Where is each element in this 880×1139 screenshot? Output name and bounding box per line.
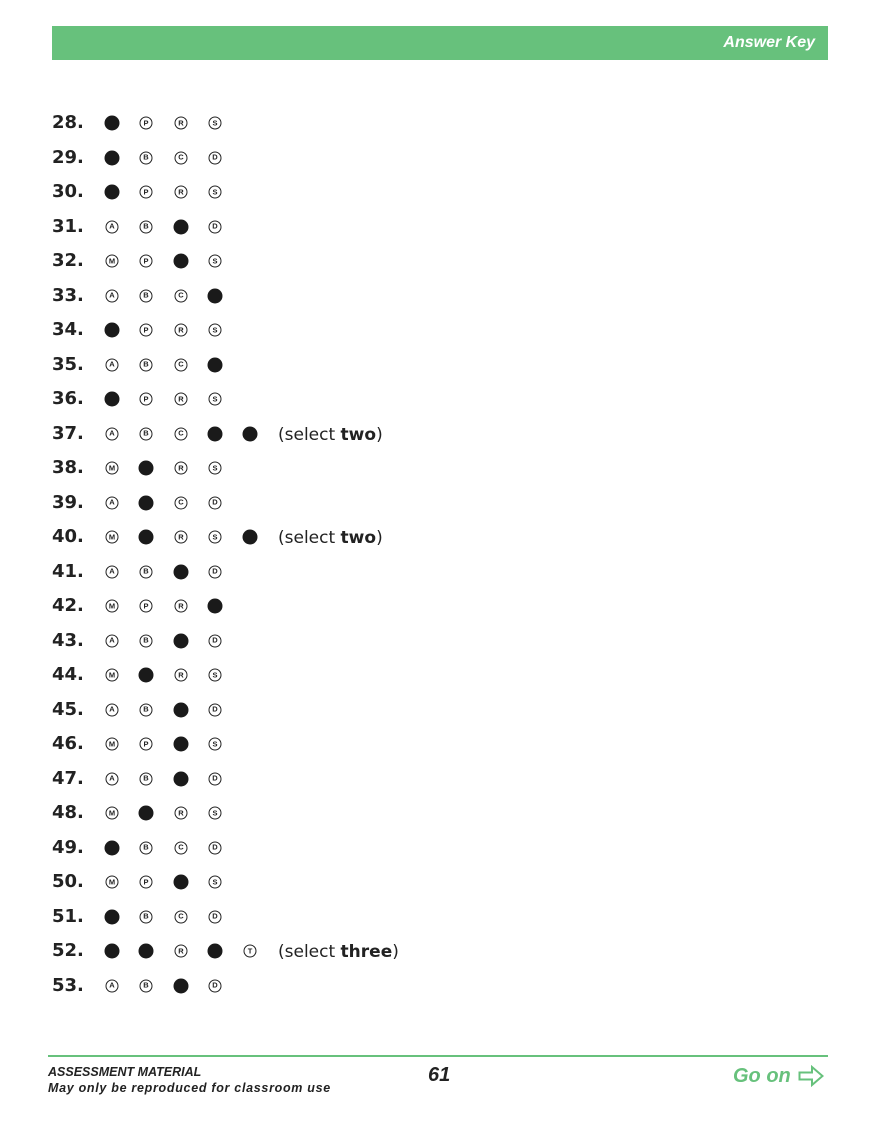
bubble-letter: R bbox=[178, 532, 184, 542]
arrow-right-icon bbox=[798, 1065, 824, 1087]
answer-bubble bbox=[175, 496, 188, 509]
answer-row bbox=[0, 140, 880, 175]
answer-row bbox=[0, 485, 880, 520]
bubble-letter: C bbox=[178, 911, 184, 921]
answer-row bbox=[0, 864, 880, 899]
filled-bubble bbox=[174, 771, 189, 786]
bubble-letter: B bbox=[143, 290, 149, 300]
answer-bubble bbox=[106, 772, 119, 785]
question-number: 37. bbox=[52, 422, 84, 444]
bubble-letter: P bbox=[143, 325, 149, 335]
answer-bubble bbox=[209, 186, 222, 199]
question-number: 36. bbox=[52, 388, 84, 409]
answer-bubble bbox=[106, 738, 119, 751]
filled-bubble bbox=[174, 564, 189, 579]
answer-bubble bbox=[106, 565, 119, 578]
question-number: 44. bbox=[52, 664, 84, 685]
answer-bubble bbox=[140, 427, 153, 440]
bubble-letter: C bbox=[178, 359, 184, 369]
answer-row bbox=[0, 243, 880, 278]
question-number: 50. bbox=[52, 871, 84, 892]
filled-bubble bbox=[174, 737, 189, 752]
selection-note-count: two bbox=[340, 528, 377, 548]
bubble-letter: S bbox=[212, 256, 218, 266]
filled-bubble bbox=[105, 150, 120, 165]
bubble-letter: R bbox=[178, 325, 184, 335]
answer-list bbox=[0, 105, 880, 1002]
bubble-letter: S bbox=[212, 877, 218, 887]
filled-bubble bbox=[174, 875, 189, 890]
answer-bubble bbox=[209, 979, 222, 992]
bubble-letter: B bbox=[143, 704, 149, 714]
bubble-letter: R bbox=[178, 946, 184, 956]
answer-bubble bbox=[106, 876, 119, 889]
answer-bubble bbox=[209, 117, 222, 130]
bubble-letter: C bbox=[178, 152, 184, 162]
answer-row bbox=[0, 174, 880, 209]
bubble-letter: D bbox=[212, 980, 218, 990]
bubble-letter: R bbox=[178, 670, 184, 680]
question-number: 51. bbox=[52, 905, 84, 927]
bubble-letter: D bbox=[212, 635, 218, 645]
answer-bubble bbox=[140, 289, 153, 302]
selection-note-count: two bbox=[340, 424, 377, 445]
answer-bubble bbox=[106, 531, 119, 544]
bubble-letter: C bbox=[178, 290, 184, 300]
bubble-letter: S bbox=[212, 463, 218, 473]
answer-row bbox=[0, 899, 880, 934]
bubble-letter: S bbox=[212, 187, 218, 197]
bubble-letter: A bbox=[109, 497, 115, 507]
bubble-letter: B bbox=[143, 842, 149, 852]
answer-row bbox=[0, 312, 880, 347]
filled-bubble bbox=[243, 426, 258, 441]
answer-bubble bbox=[106, 255, 119, 268]
question-number: 39. bbox=[52, 491, 84, 513]
answer-bubble bbox=[175, 669, 188, 682]
bubble-letter: R bbox=[178, 118, 184, 128]
bubble-letter: S bbox=[212, 532, 218, 542]
bubble-letter: M bbox=[108, 463, 116, 473]
bubble-letter: A bbox=[109, 773, 115, 783]
answer-bubble bbox=[209, 220, 222, 233]
bubble-letter: S bbox=[212, 670, 218, 680]
answer-row bbox=[0, 381, 880, 416]
answer-row bbox=[0, 968, 880, 1003]
answer-bubble bbox=[140, 565, 153, 578]
answer-bubble bbox=[175, 289, 188, 302]
answer-bubble bbox=[175, 910, 188, 923]
bubble-letter: M bbox=[108, 601, 116, 611]
answer-bubble bbox=[106, 703, 119, 716]
answer-bubble bbox=[209, 324, 222, 337]
filled-bubble bbox=[243, 530, 258, 545]
answer-bubble bbox=[209, 151, 222, 164]
selection-note-suffix: ) bbox=[376, 424, 383, 445]
filled-bubble bbox=[174, 978, 189, 993]
bubble-letter: D bbox=[212, 704, 218, 714]
question-number: 53. bbox=[52, 974, 84, 996]
question-number: 48. bbox=[52, 802, 84, 823]
answer-row bbox=[0, 761, 880, 796]
footer-notice-line2: May only be reproduced for classroom use bbox=[48, 1081, 331, 1095]
answer-row bbox=[0, 795, 880, 830]
bubble-letter: B bbox=[143, 428, 149, 438]
answer-bubble bbox=[209, 807, 222, 820]
answer-row bbox=[0, 726, 880, 761]
bubble-letter: A bbox=[109, 428, 115, 438]
answer-bubble bbox=[140, 220, 153, 233]
answer-bubble bbox=[175, 807, 188, 820]
selection-note bbox=[278, 942, 399, 962]
footer-notice-line1: ASSESSMENT MATERIAL bbox=[48, 1065, 202, 1079]
bubble-letter: B bbox=[143, 359, 149, 369]
bubble-letter: M bbox=[108, 808, 116, 818]
answer-bubble bbox=[140, 117, 153, 130]
answer-bubble bbox=[175, 186, 188, 199]
bubble-letter: A bbox=[109, 290, 115, 300]
filled-bubble bbox=[139, 495, 154, 510]
answer-bubble bbox=[106, 496, 119, 509]
filled-bubble bbox=[208, 288, 223, 303]
question-number: 33. bbox=[52, 284, 84, 306]
question-number: 45. bbox=[52, 698, 84, 720]
answer-row bbox=[0, 554, 880, 589]
filled-bubble bbox=[174, 254, 189, 269]
selection-note-prefix: (select bbox=[278, 528, 341, 548]
answer-bubble bbox=[209, 876, 222, 889]
bubble-letter: M bbox=[108, 739, 116, 749]
question-number: 31. bbox=[52, 215, 84, 237]
answer-bubble bbox=[175, 393, 188, 406]
answer-bubble bbox=[106, 807, 119, 820]
answer-row bbox=[0, 416, 880, 451]
question-number: 34. bbox=[52, 319, 84, 340]
answer-bubble bbox=[209, 910, 222, 923]
answer-bubble bbox=[106, 289, 119, 302]
answer-bubble bbox=[209, 496, 222, 509]
filled-bubble bbox=[208, 599, 223, 614]
answer-bubble bbox=[175, 531, 188, 544]
filled-bubble bbox=[105, 392, 120, 407]
filled-bubble bbox=[139, 668, 154, 683]
question-number: 35. bbox=[52, 353, 84, 375]
footer-divider bbox=[48, 1055, 828, 1057]
answer-row bbox=[0, 830, 880, 865]
bubble-letter: D bbox=[212, 221, 218, 231]
bubble-letter: D bbox=[212, 152, 218, 162]
filled-bubble bbox=[105, 116, 120, 131]
answer-bubble bbox=[175, 462, 188, 475]
bubble-letter: B bbox=[143, 566, 149, 576]
bubble-letter: P bbox=[143, 187, 149, 197]
answer-row bbox=[0, 450, 880, 485]
answer-bubble bbox=[175, 151, 188, 164]
selection-note-prefix: (select bbox=[278, 424, 341, 445]
answer-bubble bbox=[175, 427, 188, 440]
answer-bubble bbox=[140, 324, 153, 337]
question-number: 29. bbox=[52, 146, 84, 168]
bubble-letter: S bbox=[212, 118, 218, 128]
answer-bubble bbox=[209, 462, 222, 475]
answer-bubble bbox=[175, 324, 188, 337]
filled-bubble bbox=[174, 633, 189, 648]
bubble-letter: R bbox=[178, 601, 184, 611]
answer-bubble bbox=[140, 634, 153, 647]
bubble-letter: T bbox=[247, 946, 253, 956]
page-number: 61 bbox=[428, 1064, 451, 1086]
header-bar bbox=[52, 26, 828, 60]
answer-bubble bbox=[175, 600, 188, 613]
bubble-letter: M bbox=[108, 877, 116, 887]
question-number: 30. bbox=[52, 181, 84, 202]
answer-bubble bbox=[209, 393, 222, 406]
selection-note-suffix: ) bbox=[392, 942, 399, 962]
answer-bubble bbox=[209, 565, 222, 578]
bubble-letter: P bbox=[143, 394, 149, 404]
bubble-letter: A bbox=[109, 980, 115, 990]
bubble-letter: B bbox=[143, 911, 149, 921]
question-number: 46. bbox=[52, 733, 84, 754]
answer-bubble bbox=[209, 531, 222, 544]
bubble-letter: S bbox=[212, 394, 218, 404]
answer-row bbox=[0, 519, 880, 554]
bubble-letter: A bbox=[109, 635, 115, 645]
question-number: 38. bbox=[52, 457, 84, 478]
answer-bubble bbox=[106, 427, 119, 440]
answer-bubble bbox=[140, 255, 153, 268]
bubble-letter: D bbox=[212, 842, 218, 852]
answer-bubble bbox=[140, 841, 153, 854]
answer-bubble bbox=[175, 117, 188, 130]
bubble-letter: S bbox=[212, 739, 218, 749]
filled-bubble bbox=[105, 840, 120, 855]
filled-bubble bbox=[208, 944, 223, 959]
filled-bubble bbox=[139, 806, 154, 821]
answer-bubble bbox=[140, 979, 153, 992]
answer-row bbox=[0, 623, 880, 658]
answer-bubble bbox=[140, 876, 153, 889]
bubble-letter: C bbox=[178, 428, 184, 438]
answer-bubble bbox=[209, 255, 222, 268]
bubble-letter: A bbox=[109, 704, 115, 714]
question-number: 52. bbox=[52, 940, 84, 961]
answer-bubble bbox=[209, 772, 222, 785]
selection-note-count: three bbox=[340, 942, 393, 962]
bubble-letter: P bbox=[143, 601, 149, 611]
bubble-letter: A bbox=[109, 221, 115, 231]
answer-bubble bbox=[140, 738, 153, 751]
answer-row bbox=[0, 278, 880, 313]
question-number: 41. bbox=[52, 560, 84, 582]
filled-bubble bbox=[105, 909, 120, 924]
bubble-letter: M bbox=[108, 532, 116, 542]
answer-row bbox=[0, 209, 880, 244]
question-number: 49. bbox=[52, 836, 84, 858]
question-number: 43. bbox=[52, 629, 84, 651]
answer-bubble bbox=[106, 634, 119, 647]
filled-bubble bbox=[105, 185, 120, 200]
bubble-letter: R bbox=[178, 187, 184, 197]
selection-note-prefix: (select bbox=[278, 942, 341, 962]
filled-bubble bbox=[174, 219, 189, 234]
question-number: 47. bbox=[52, 767, 84, 789]
bubble-letter: D bbox=[212, 911, 218, 921]
bubble-letter: B bbox=[143, 635, 149, 645]
answer-bubble bbox=[140, 600, 153, 613]
answer-bubble bbox=[209, 669, 222, 682]
footer-notice bbox=[48, 1064, 331, 1096]
filled-bubble bbox=[105, 323, 120, 338]
bubble-letter: R bbox=[178, 463, 184, 473]
bubble-letter: P bbox=[143, 877, 149, 887]
bubble-letter: D bbox=[212, 566, 218, 576]
bubble-letter: S bbox=[212, 325, 218, 335]
answer-row bbox=[0, 692, 880, 727]
answer-bubble bbox=[106, 979, 119, 992]
answer-row bbox=[0, 105, 880, 140]
filled-bubble bbox=[139, 530, 154, 545]
answer-row bbox=[0, 588, 880, 623]
bubble-letter: C bbox=[178, 842, 184, 852]
answer-bubble bbox=[209, 841, 222, 854]
selection-note bbox=[278, 528, 383, 548]
go-on-label: Go on bbox=[733, 1064, 791, 1087]
bubble-letter: D bbox=[212, 773, 218, 783]
bubble-letter: S bbox=[212, 808, 218, 818]
question-number: 32. bbox=[52, 250, 84, 271]
answer-bubble bbox=[175, 358, 188, 371]
filled-bubble bbox=[208, 426, 223, 441]
answer-bubble bbox=[244, 945, 257, 958]
answer-bubble bbox=[140, 186, 153, 199]
filled-bubble bbox=[105, 944, 120, 959]
answer-bubble bbox=[106, 358, 119, 371]
question-number: 28. bbox=[52, 112, 84, 133]
answer-bubble bbox=[209, 703, 222, 716]
bubble-letter: B bbox=[143, 980, 149, 990]
answer-bubble bbox=[140, 703, 153, 716]
filled-bubble bbox=[174, 702, 189, 717]
selection-note-suffix: ) bbox=[376, 528, 383, 548]
bubble-letter: B bbox=[143, 773, 149, 783]
answer-row bbox=[0, 347, 880, 382]
answer-row bbox=[0, 933, 880, 968]
question-number: 42. bbox=[52, 595, 84, 616]
bubble-letter: A bbox=[109, 359, 115, 369]
answer-bubble bbox=[140, 358, 153, 371]
bubble-letter: P bbox=[143, 256, 149, 266]
header-title: Answer Key bbox=[723, 34, 815, 51]
bubble-letter: R bbox=[178, 808, 184, 818]
answer-bubble bbox=[106, 220, 119, 233]
filled-bubble bbox=[208, 357, 223, 372]
answer-row bbox=[0, 657, 880, 692]
question-number: 40. bbox=[52, 526, 84, 547]
selection-note bbox=[278, 425, 383, 445]
answer-bubble bbox=[175, 945, 188, 958]
bubble-letter: A bbox=[109, 566, 115, 576]
bubble-letter: R bbox=[178, 394, 184, 404]
answer-bubble bbox=[140, 393, 153, 406]
answer-bubble bbox=[106, 462, 119, 475]
bubble-letter: B bbox=[143, 221, 149, 231]
answer-bubble bbox=[209, 738, 222, 751]
filled-bubble bbox=[139, 944, 154, 959]
go-on-indicator bbox=[733, 1063, 824, 1089]
answer-bubble bbox=[209, 634, 222, 647]
bubble-letter: D bbox=[212, 497, 218, 507]
bubble-letter: P bbox=[143, 118, 149, 128]
answer-bubble bbox=[175, 841, 188, 854]
answer-bubble bbox=[140, 910, 153, 923]
bubble-letter: P bbox=[143, 739, 149, 749]
bubble-letter: B bbox=[143, 152, 149, 162]
bubble-letter: M bbox=[108, 256, 116, 266]
answer-bubble bbox=[106, 669, 119, 682]
answer-bubble bbox=[140, 772, 153, 785]
filled-bubble bbox=[139, 461, 154, 476]
bubble-letter: M bbox=[108, 670, 116, 680]
answer-bubble bbox=[106, 600, 119, 613]
bubble-letter: C bbox=[178, 497, 184, 507]
answer-bubble bbox=[140, 151, 153, 164]
